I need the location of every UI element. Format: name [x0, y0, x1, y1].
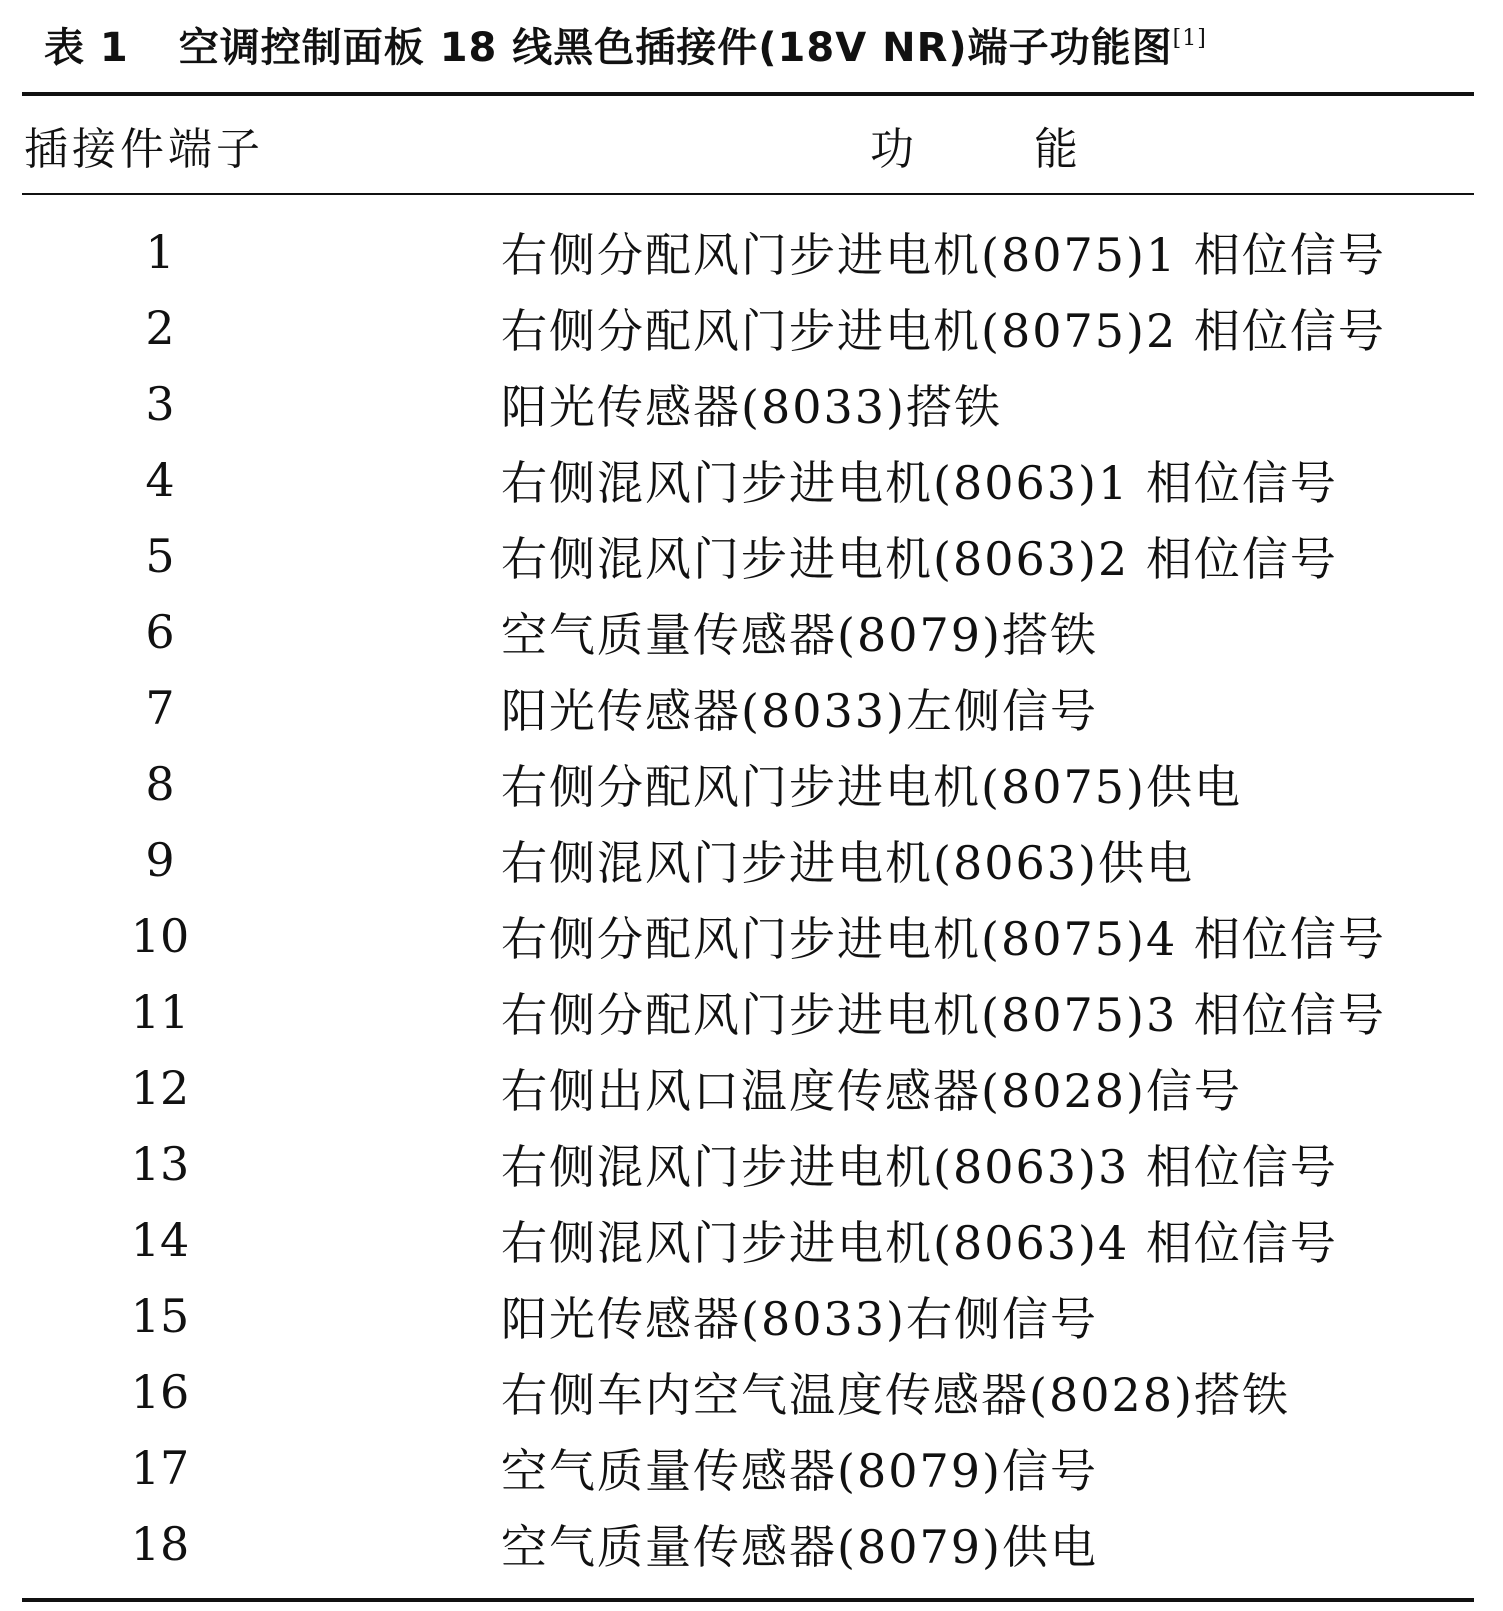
terminal-number: 9 [145, 833, 175, 887]
terminal-function: 右侧分配风门步进电机(8075)4 相位信号 [501, 912, 1386, 966]
table-row [22, 1430, 1474, 1506]
table-row [22, 898, 1474, 974]
terminal-number: 18 [130, 1517, 190, 1571]
terminal-number: 16 [130, 1365, 190, 1419]
table-row [22, 1126, 1474, 1202]
terminal-function: 阳光传感器(8033)右侧信号 [501, 1292, 1098, 1346]
terminal-function: 右侧混风门步进电机(8063)4 相位信号 [501, 1216, 1338, 1270]
table-row [22, 1202, 1474, 1278]
table-row [22, 442, 1474, 518]
terminal-function: 阳光传感器(8033)左侧信号 [501, 684, 1098, 738]
terminal-function: 右侧分配风门步进电机(8075)1 相位信号 [501, 228, 1386, 282]
table-row [22, 1050, 1474, 1126]
table-caption [44, 14, 1207, 74]
table-row [22, 518, 1474, 594]
terminal-number: 4 [145, 453, 175, 507]
terminal-number: 3 [145, 377, 175, 431]
terminal-function: 右侧混风门步进电机(8063)供电 [501, 836, 1194, 890]
table-row [22, 670, 1474, 746]
terminal-function: 右侧车内空气温度传感器(8028)搭铁 [501, 1368, 1290, 1422]
table-number: 表 1 [44, 24, 129, 71]
table-row [22, 746, 1474, 822]
table-row [22, 594, 1474, 670]
table-row [22, 214, 1474, 290]
table-row [22, 974, 1474, 1050]
terminal-function: 空气质量传感器(8079)信号 [501, 1444, 1098, 1498]
bottom-rule [22, 1598, 1474, 1602]
terminal-function: 右侧分配风门步进电机(8075)2 相位信号 [501, 304, 1386, 358]
terminal-function: 右侧分配风门步进电机(8075)供电 [501, 760, 1242, 814]
reference-mark: [1] [1172, 25, 1207, 51]
terminal-number: 8 [145, 757, 175, 811]
table-row [22, 1506, 1474, 1582]
terminal-number: 5 [145, 529, 175, 583]
header-terminal: 插接件端子 [24, 124, 264, 175]
terminal-number: 12 [130, 1061, 190, 1115]
terminal-number: 6 [145, 605, 175, 659]
terminal-function: 右侧混风门步进电机(8063)3 相位信号 [501, 1140, 1338, 1194]
table-row [22, 290, 1474, 366]
terminal-function: 右侧出风口温度传感器(8028)信号 [501, 1064, 1242, 1118]
table-row [22, 1354, 1474, 1430]
terminal-function: 空气质量传感器(8079)供电 [501, 1520, 1098, 1574]
terminal-function: 阳光传感器(8033)搭铁 [501, 380, 1002, 434]
terminal-number: 17 [130, 1441, 190, 1495]
terminal-function: 右侧混风门步进电机(8063)1 相位信号 [501, 456, 1338, 510]
terminal-number: 11 [130, 985, 190, 1039]
terminal-number: 7 [145, 681, 175, 735]
table-body [22, 214, 1474, 1582]
terminal-function: 右侧混风门步进电机(8063)2 相位信号 [501, 532, 1338, 586]
header-function: 功能 [870, 124, 1198, 175]
table-row [22, 1278, 1474, 1354]
top-rule [22, 92, 1474, 96]
header-rule [22, 193, 1474, 195]
table-row [22, 822, 1474, 898]
terminal-number: 14 [130, 1213, 190, 1267]
terminal-number: 15 [130, 1289, 190, 1343]
terminal-function: 右侧分配风门步进电机(8075)3 相位信号 [501, 988, 1386, 1042]
terminal-number: 1 [145, 225, 175, 279]
terminal-number: 13 [130, 1137, 190, 1191]
table-title: 空调控制面板 18 线黑色插接件(18V NR)端子功能图 [178, 24, 1173, 71]
terminal-number: 10 [130, 909, 190, 963]
terminal-function: 空气质量传感器(8079)搭铁 [501, 608, 1098, 662]
table-row [22, 366, 1474, 442]
terminal-number: 2 [145, 301, 175, 355]
